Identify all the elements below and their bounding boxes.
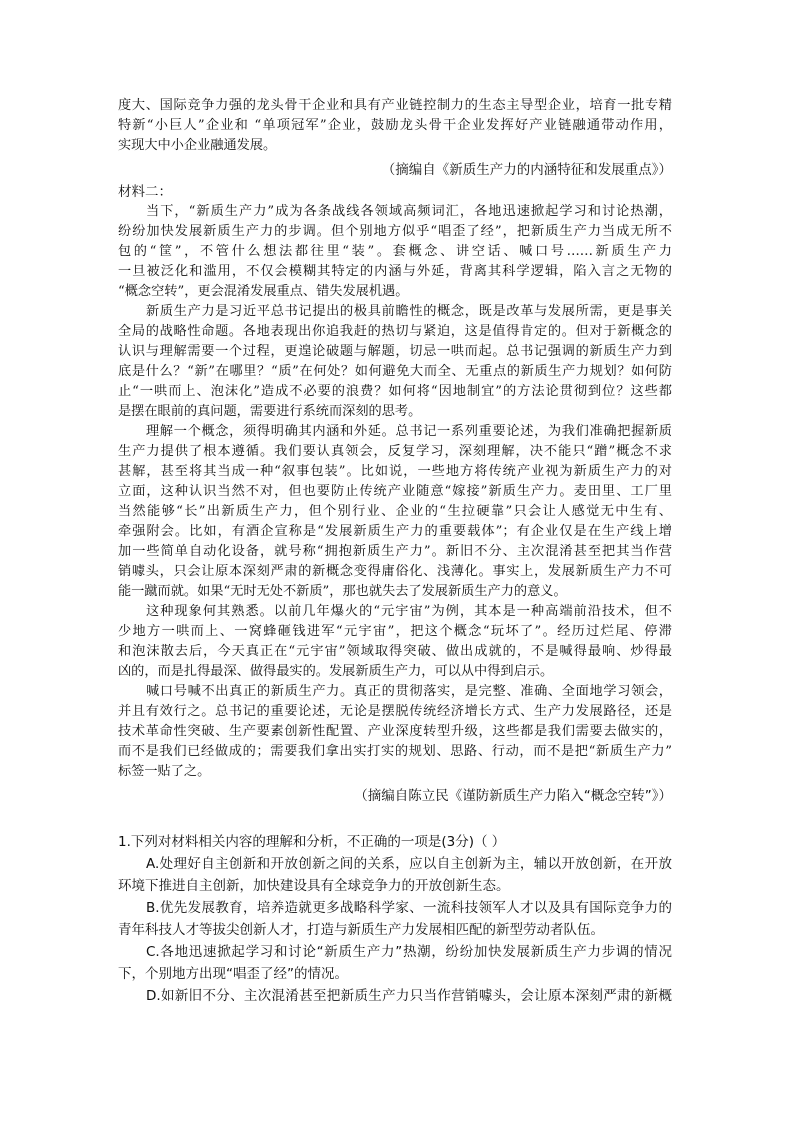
paragraph-line: 全局的战略性命题。各地表现出你追我赶的热切与紧迫，这是值得肯定的。但对于新概念的 [118, 324, 672, 339]
paragraph-line: 加一些简单自动化设备，就号称“拥抱新质生产力”。新旧不分、主次混淆甚至把其当作营 [118, 544, 672, 559]
paragraph-line: “概念空转”，更会混淆发展重点、错失发展机遇。 [118, 284, 409, 299]
intro-line: 特新“小巨人”企业和 “单项冠军”企业，鼓励龙头骨干企业发挥好产业链融通带动作用， [118, 118, 672, 133]
option-line: C.各地迅速掀起学习和讨论“新质生产力”热潮，纷纷加快发展新质生产力步调的情况 [146, 944, 672, 960]
paragraph-line: 生产力提供了根本遵循。我们要认真领会，反复学习，深刻理解，决不能只“蹭”概念不求 [118, 444, 672, 459]
intro-line: 实现大中小企业融通发展。 [118, 138, 277, 153]
option-line: 青年科技人才等拔尖创新人才，打造与新质生产力发展相匹配的新型劳动者队伍。 [118, 922, 604, 938]
intro-line: 度大、国际竞争力强的龙头骨干企业和具有产业链控制力的生态主导型企业，培育一批专精 [118, 98, 672, 113]
option-line: D.如新旧不分、主次混淆甚至把新质生产力只当作营销噱头，会让原本深刻严肃的新概 [146, 988, 672, 1004]
paragraph-line: 止“一哄而上、泡沫化”造成不必要的浪费？如何将“因地制宜”的方法论贯彻到位？这些都 [118, 384, 672, 399]
option-line: 环境下推进自主创新，加快建设具有全球竞争力的开放创新生态。 [118, 878, 510, 894]
paragraph-line: 当下，“新质生产力”成为各条战线各领域高频词汇，各地迅速掀起学习和讨论热潮， [146, 204, 672, 219]
paragraph-line: 牵强附会。比如，有酒企宣称是“发展新质生产力的重要载体”；有企业仅是在生产线上增 [118, 524, 672, 539]
paragraph-line: 是摆在眼前的真问题，需要进行系统而深刻的思考。 [118, 404, 422, 419]
paragraph-line: 凶的，而是扎得最深、做得最实的。发展新质生产力，可以从中得到启示。 [118, 664, 554, 679]
option-line: A.处理好自主创新和开放创新之间的关系，应以自主创新为主，辅以开放创新，在开放 [146, 856, 672, 872]
option-line: 下，个别地方出现“唱歪了经”的情况。 [118, 966, 348, 982]
paragraph-line: 少地方一哄而上、一窝蜂砸钱进军“元宇宙”，把这个概念“玩坏了”。经历过烂尾、停滞 [118, 624, 672, 639]
paragraph-line: 理解一个概念，须得明确其内涵和外延。总书记一系列重要论述，为我们准确把握新质 [146, 424, 672, 439]
paragraph-line: 技术革命性突破、生产要素创新性配置、产业深度转型升级，这些都是我们需要去做实的， [118, 724, 672, 739]
paragraph-line: 包的“筐”，不管什么想法都往里“装”。套概念、讲空话、喊口号……新质生产力 [118, 244, 672, 259]
paragraph-line: 认识与理解需要一个过程，更遑论破题与解题，切忌一哄而起。总书记强调的新质生产力到 [118, 344, 672, 359]
option-line: B.优先发展教育，培养造就更多战略科学家、一流科技领军人才以及具有国际竞争力的 [146, 900, 672, 916]
paragraph-line: 底是什么？“新”在哪里？“质”在何处？如何避免大而全、无重点的新质生产力规划？如何防 [118, 364, 672, 379]
paragraph-line: 和泡沫散去后，今天真正在“元宇宙”领域取得突破、做出成就的，不是喊得最响、炒得最 [118, 644, 672, 659]
paragraph-line: 喊口号喊不出真正的新质生产力。真正的贯彻落实，是完整、准确、全面地学习领会， [146, 684, 672, 699]
paragraph-line: 甚解，甚至将其当成一种“叙事包装”。比如说，一些地方将传统产业视为新质生产力的对 [118, 464, 672, 479]
paragraph-line: 一旦被泛化和滥用，不仅会模糊其特定的内涵与外延，背离其科学逻辑，陷入言之无物的 [118, 264, 672, 279]
paragraph-line: 新质生产力是习近平总书记提出的极具前瞻性的概念，既是改革与发展所需，更是事关 [146, 304, 672, 319]
paragraph-line: 能一蹴而就。如果“无时无处不新质”，那也就失去了发展新质生产力的意义。 [118, 584, 567, 599]
paragraph-line: 纷纷加快发展新质生产力的步调。但个别地方似乎“唱歪了经”，把新质生产力当成无所不 [118, 224, 672, 239]
paragraph-line: 并且有效行之。总书记的重要论述，无论是摆脱传统经济增长方式、生产力发展路径，还是 [118, 704, 672, 719]
section-heading: 材料二： [118, 184, 172, 200]
paragraph-line: 这种现象何其熟悉。以前几年爆火的“元宇宙”为例，其本是一种高端前沿技术，但不 [146, 604, 672, 619]
material2-source: （摘编自陈立民《谨防新质生产力陷入“概念空转”》） [354, 788, 672, 804]
paragraph-line: 当然能够“长”出新质生产力，但个别行业、企业的“生拉硬靠”只会让人感觉无中生有、 [118, 504, 672, 519]
paragraph-line: 标签一贴了之。 [118, 764, 211, 779]
paragraph-line: 立面，这种认识当然不对，但也要防止传统产业随意“嫁接”新质生产力。麦田里、工厂里 [118, 484, 672, 499]
intro-source: （摘编自《新质生产力的内涵特征和发展重点》） [381, 162, 672, 178]
paragraph-line: 而不是我们已经做成的；需要我们拿出实打实的规划、思路、行动，而不是把“新质生产力” [118, 744, 672, 759]
paragraph-line: 销噱头，只会让原本深刻严肃的新概念变得庸俗化、浅薄化。事实上，发展新质生产力不可 [118, 564, 672, 579]
question-stem: 1.下列对材料相关内容的理解和分析，不正确的一项是(3分)（ ） [118, 834, 506, 850]
